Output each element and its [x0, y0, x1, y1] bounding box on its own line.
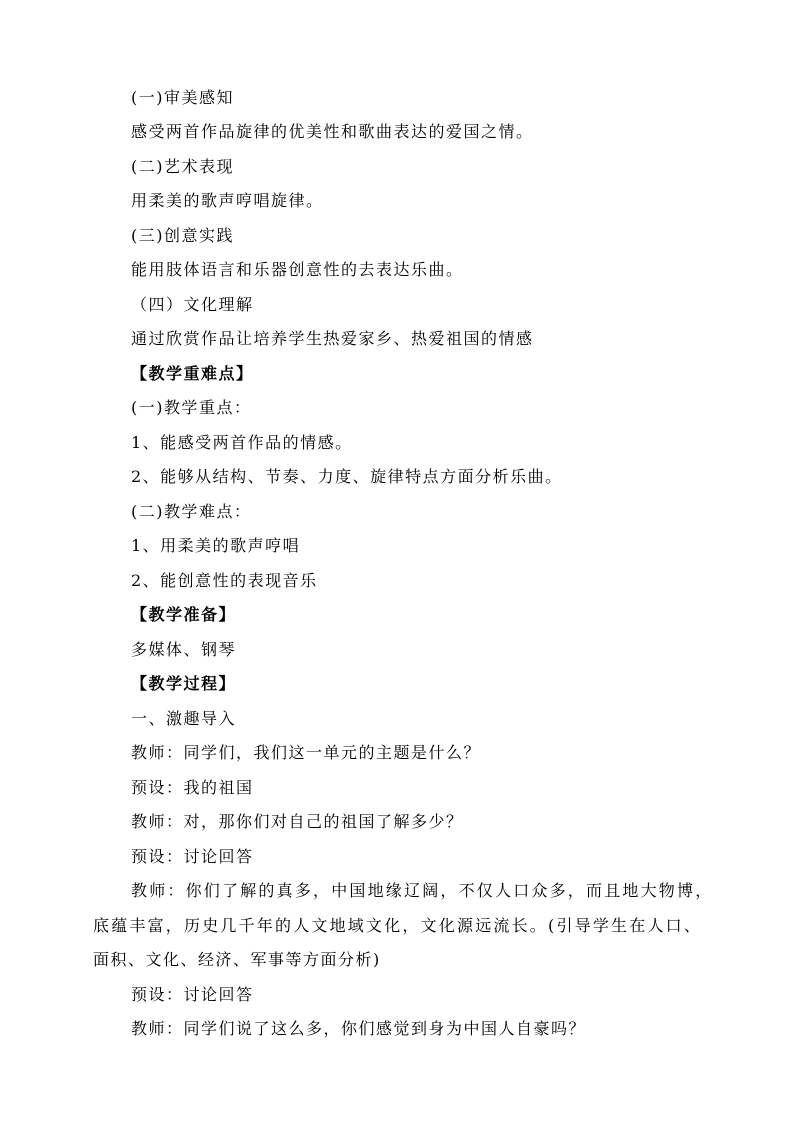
focus-item-1: 1、能感受两首作品的情感。 — [131, 433, 353, 452]
dialogue-line: 预设：讨论回答 — [131, 847, 254, 866]
process-heading: 【教学过程】 — [131, 674, 237, 693]
preparation-heading: 【教学准备】 — [131, 605, 237, 624]
dialogue-line: 教师：同学们说了这么多，你们感觉到身为中国人自豪吗？ — [131, 1019, 587, 1038]
key-points-heading: 【教学重难点】 — [131, 364, 254, 383]
creative-practice-text: 能用肢体语言和乐器创意性的去表达乐曲。 — [131, 260, 464, 279]
aesthetic-perception-text: 感受两首作品旋律的优美性和歌曲表达的爱国之情。 — [131, 122, 534, 141]
preparation-text: 多媒体、钢琴 — [131, 640, 237, 659]
cultural-understanding-text: 通过欣赏作品让培养学生热爱家乡、热爱祖国的情感 — [131, 329, 534, 348]
dialogue-line: 教师：你们了解的真多，中国地缘辽阔，不仅人口众多，而且地大物博， — [131, 881, 714, 900]
aesthetic-perception-title: (一)审美感知 — [131, 88, 234, 107]
dialogue-line: 教师：同学们，我们这一单元的主题是什么？ — [131, 743, 482, 762]
teaching-difficulty-title: (二)教学难点： — [131, 502, 252, 521]
artistic-expression-title: (二)艺术表现 — [131, 157, 234, 176]
dialogue-line: 教师：对，那你们对自己的祖国了解多少？ — [131, 812, 464, 831]
dialogue-line: 预设：我的祖国 — [131, 778, 254, 797]
difficulty-item-1: 1、用柔美的歌声哼唱 — [131, 536, 301, 555]
artistic-expression-text: 用柔美的歌声哼唱旋律。 — [131, 191, 324, 210]
creative-practice-title: (三)创意实践 — [131, 226, 234, 245]
difficulty-item-2: 2、能创意性的表现音乐 — [131, 571, 318, 590]
focus-item-2: 2、能够从结构、节奏、力度、旋律特点方面分析乐曲。 — [131, 467, 563, 486]
dialogue-line: 预设：讨论回答 — [131, 985, 254, 1004]
section-title-intro: 一、激趣导入 — [131, 709, 237, 728]
cultural-understanding-title: （四）文化理解 — [131, 295, 254, 314]
teaching-focus-title: (一)教学重点： — [131, 398, 252, 417]
dialogue-line: 底蕴丰富，历史几千年的人文地域文化，文化源远流长。(引导学生在人口、 — [93, 916, 703, 935]
dialogue-line: 面积、文化、经济、军事等方面分析) — [93, 950, 381, 969]
